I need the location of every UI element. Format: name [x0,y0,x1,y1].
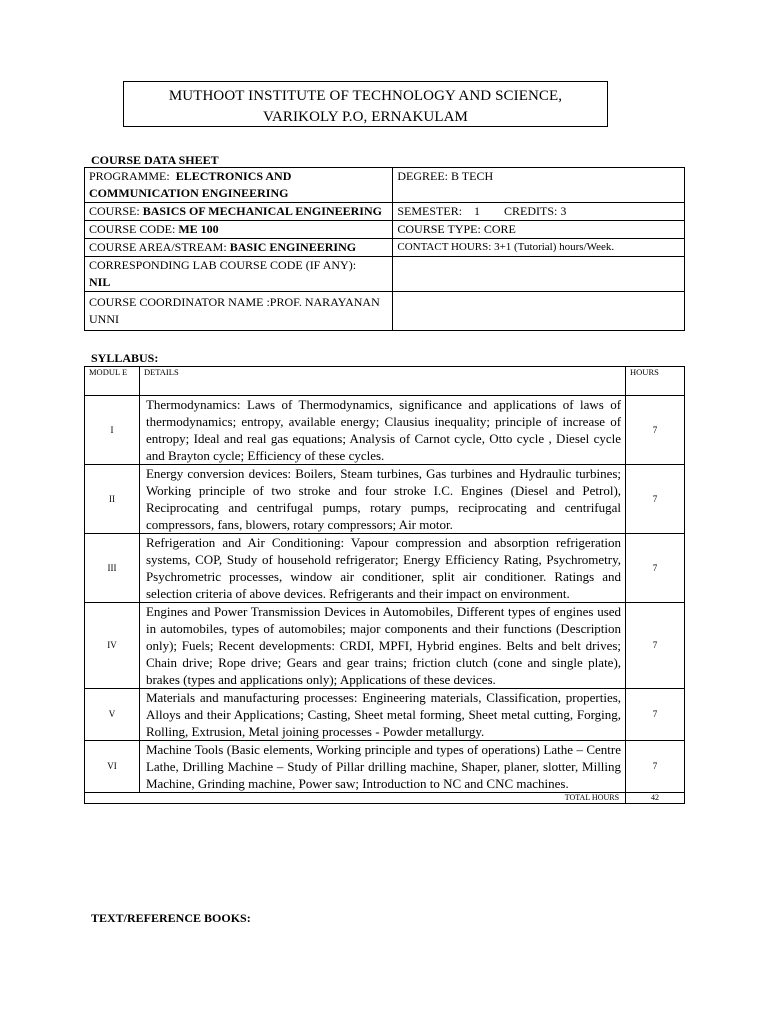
module-details: Thermodynamics: Laws of Thermodynamics, significance and applications of laws of thermodynamics; entropy, available energy; Clausius inequality; principle of increase of entropy; Ideal and real gas equations; Analysis of Carnot cycle, Otto cycle , Diesel cycle and Brayton cycle; Efficiency of these cycles. [139,396,625,465]
area-cell [85,239,393,257]
table-row [85,465,685,534]
module-number: I [85,396,140,465]
course-value: BASICS OF MECHANICAL ENGINEERING [142,204,382,218]
module-hours: 7 [626,741,685,793]
code-label: COURSE CODE: [89,222,176,236]
institute-header [123,81,608,127]
total-hours-value: 42 [626,793,685,804]
table-row [85,221,685,239]
module-details: Engines and Power Transmission Devices in Automobiles, Different types of engines used in automobiles, types of automobiles; major components and their functions (Description only); Fuels; Recent developments: CRDI, MPFI, Hybrid engines. Belts and belt drives; Chain drive; Rope drive; Gears and gear trains; friction clutch (cone and single plate), brakes (types and applications only); Applications of these devices. [139,603,625,689]
type-cell: COURSE TYPE: CORE [393,221,685,239]
total-row [85,793,685,804]
coordinator-cell: COURSE COORDINATOR NAME :PROF. NARAYANAN UNNI [85,292,393,331]
empty-cell [393,257,685,292]
syllabus-title: SYLLABUS: [91,351,159,365]
institute-name: MUTHOOT INSTITUTE OF TECHNOLOGY AND SCIENCE, [168,88,563,104]
table-row [85,741,685,793]
code-cell [85,221,393,239]
table-row [85,239,685,257]
module-number: VI [85,741,140,793]
module-hours: 7 [626,603,685,689]
module-hours: 7 [626,689,685,741]
module-details: Refrigeration and Air Conditioning: Vapour compression and absorption refrigeration systems, COP, Study of household refrigerator; Energy Efficiency Rating, Psychrometry, Psychrometric processes, window air conditioner, split air conditioner. Ratings and selection criteria of above devices. Refrigerants and their impact on environment. [139,534,625,603]
module-hours: 7 [626,465,685,534]
total-hours-label: TOTAL HOURS [85,793,626,804]
syllabus-table [84,366,685,804]
module-details: Energy conversion devices: Boilers, Steam turbines, Gas turbines and Hydraulic turbines; Working principle of two stroke and four stroke I.C. Engines (Diesel and Petrol), Reciprocating and centrifugal pumps, rotary pumps, reciprocating and centrifugal compressors, fans, blowers, rotary compressors; Air motor. [139,465,625,534]
module-details: Machine Tools (Basic elements, Working principle and types of operations) Lathe – Centre Lathe, Drilling Machine – Study of Pillar drilling machine, Shaper, planer, slotter, Milling Machine, Grinding machine, Power saw; Introduction to NC and CNC machines. [139,741,625,793]
contact-hours-cell: CONTACT HOURS: 3+1 (Tutorial) hours/Week. [393,239,685,257]
text-reference-books-title: TEXT/REFERENCE BOOKS: [91,911,251,925]
table-row [85,534,685,603]
hours-header: HOURS [626,367,685,396]
module-hours: 7 [626,534,685,603]
module-number: II [85,465,140,534]
empty-cell [393,292,685,331]
table-header-row [85,367,685,396]
table-row [85,203,685,221]
module-number: IV [85,603,140,689]
table-row [85,292,685,331]
lab-value: NIL [89,275,111,289]
table-row [85,396,685,465]
course-data-sheet-title: COURSE DATA SHEET [91,153,219,167]
area-label: COURSE AREA/STREAM: [89,240,227,254]
table-row [85,257,685,292]
details-header: DETAILS [139,367,625,396]
course-cell [85,203,393,221]
code-value: ME 100 [178,222,219,236]
module-number: V [85,689,140,741]
semester-cell: SEMESTER: 1 CREDITS: 3 [393,203,685,221]
course-label: COURSE: [89,204,140,218]
lab-label: CORRESPONDING LAB COURSE CODE (IF ANY): [89,258,357,272]
module-hours: 7 [626,396,685,465]
programme-value: ELECTRONICS AND COMMUNICATION ENGINEERING [89,169,292,200]
module-details: Materials and manufacturing processes: Engineering materials, Classification, properties, Alloys and their Applications; Casting, Sheet metal forming, Sheet metal cutting, Forging, Rolling, Extrusion, Metal joining processes - Powder metallurgy. [139,689,625,741]
course-info-table [84,167,685,331]
module-number: III [85,534,140,603]
institute-address: VARIKOLY P.O, ERNAKULAM [263,109,468,125]
lab-cell [85,257,393,292]
table-row [85,603,685,689]
area-value: BASIC ENGINEERING [229,240,357,254]
programme-cell [85,168,393,203]
table-row [85,168,685,203]
table-row [85,689,685,741]
degree-cell: DEGREE: B TECH [393,168,685,203]
module-header: MODUL E [85,367,140,396]
programme-label: PROGRAMME: [89,169,170,183]
